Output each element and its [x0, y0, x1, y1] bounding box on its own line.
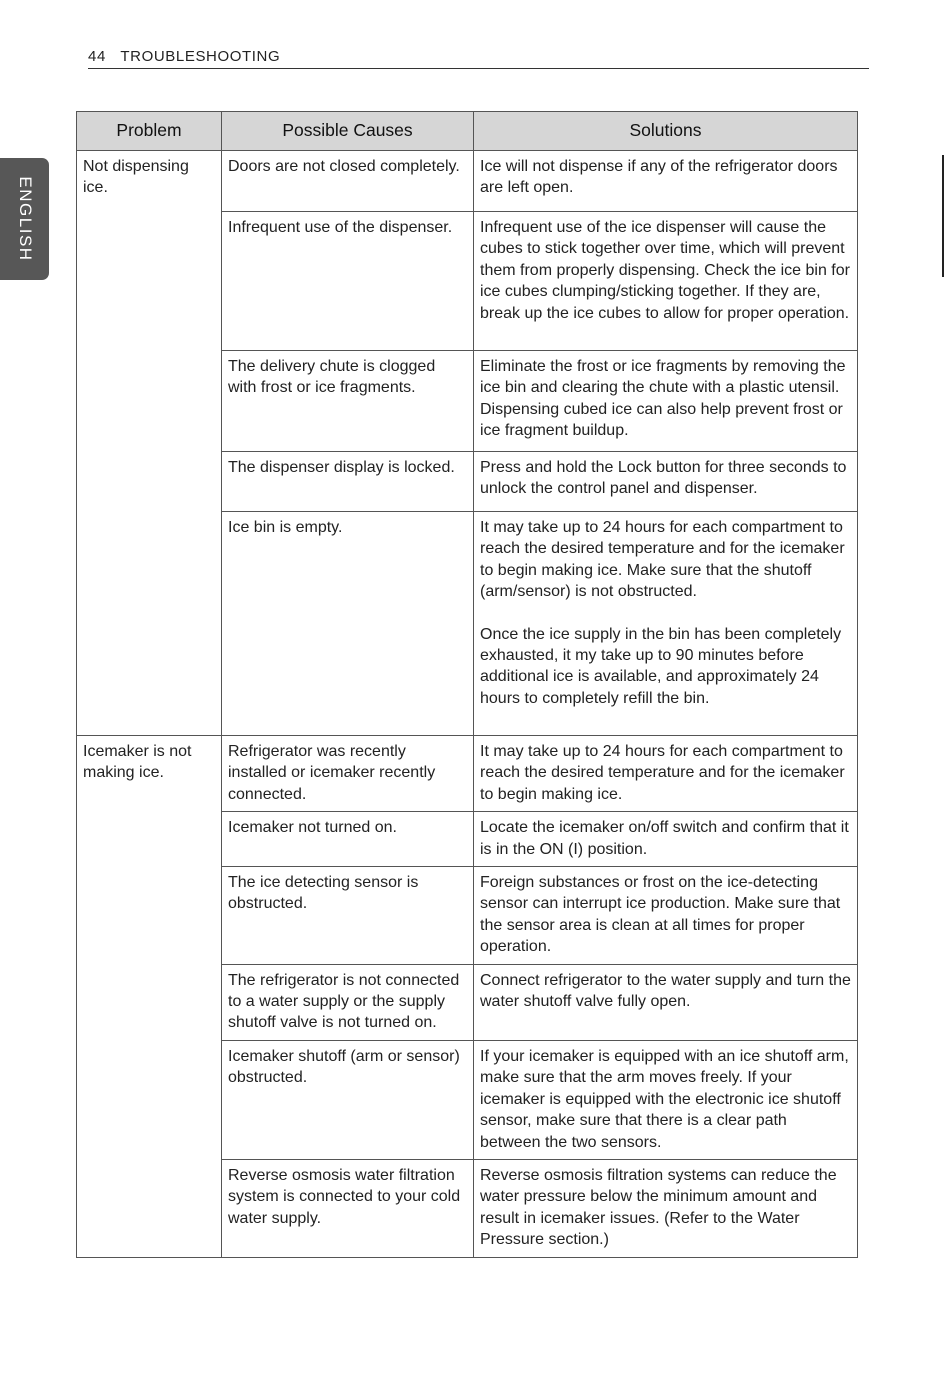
table-row — [77, 151, 858, 212]
solution-cell: It may take up to 24 hours for each compartment to reach the desired temperature and for the icemaker to begin making ice. — [474, 736, 858, 812]
solution-cell: Locate the icemaker on/off switch and confirm that it is in the ON (I) position. — [474, 812, 858, 867]
header-possible-causes: Possible Causes — [222, 112, 474, 151]
solution-paragraph: It may take up to 24 hours for each compartment to reach the desired temperature and for the icemaker to begin making ice. Make sure that the shutoff (arm/sensor) is not obstructed. — [480, 519, 845, 601]
cause-cell: The refrigerator is not connected to a water supply or the supply shutoff valve is not turned on. — [222, 964, 474, 1040]
language-tab-label: ENGLISH — [15, 176, 35, 262]
header-problem: Problem — [77, 112, 222, 151]
cause-cell: The ice detecting sensor is obstructed. — [222, 867, 474, 965]
solution-paragraph: Once the ice supply in the bin has been completely exhausted, it my take up to 90 minutes before additional ice is available, and approximately 24 hours to completely refill the bin. — [480, 625, 842, 707]
solution-cell: Connect refrigerator to the water supply and turn the water shutoff valve fully open. — [474, 964, 858, 1040]
header-solutions: Solutions — [474, 112, 858, 151]
solution-cell: Foreign substances or frost on the ice-detecting sensor can interrupt ice production. Make sure that the sensor area is clean at all times for proper operation. — [474, 867, 858, 965]
table-header-row — [77, 112, 858, 151]
solution-cell: Press and hold the Lock button for three seconds to unlock the control panel and dispenser. — [474, 452, 858, 512]
cause-cell: The dispenser display is locked. — [222, 452, 474, 512]
problem-cell: Icemaker is not making ice. — [77, 736, 222, 1258]
table-row — [77, 736, 858, 812]
troubleshooting-table — [76, 111, 858, 1258]
solution-cell: Reverse osmosis filtration systems can reduce the water pressure below the minimum amount and result in icemaker issues. (Refer to the Water Pressure section.) — [474, 1159, 858, 1257]
language-tab — [0, 158, 49, 280]
solution-cell — [474, 512, 858, 736]
page-edge-marker — [942, 155, 944, 277]
cause-cell: Doors are not closed completely. — [222, 151, 474, 212]
solution-cell: Eliminate the frost or ice fragments by removing the ice bin and clearing the chute with a plastic utensil. Dispensing cubed ice can also help prevent frost or ice fragment buildup. — [474, 351, 858, 452]
cause-cell: Infrequent use of the dispenser. — [222, 212, 474, 351]
problem-cell: Not dispensing ice. — [77, 151, 222, 736]
page-number: 44 — [88, 48, 106, 65]
cause-cell: Icemaker shutoff (arm or sensor) obstructed. — [222, 1040, 474, 1159]
cause-cell: Icemaker not turned on. — [222, 812, 474, 867]
solution-cell: Infrequent use of the ice dispenser will cause the cubes to stick together over time, which will prevent them from properly dispensing. Check the ice bin for ice cubes clumping/sticking together. If they are, break up the ice cubes to allow for proper operation. — [474, 212, 858, 351]
cause-cell: Refrigerator was recently installed or icemaker recently connected. — [222, 736, 474, 812]
solution-cell: Ice will not dispense if any of the refrigerator doors are left open. — [474, 151, 858, 212]
cause-cell: Ice bin is empty. — [222, 512, 474, 736]
page-header — [88, 48, 869, 69]
cause-cell: Reverse osmosis water filtration system is connected to your cold water supply. — [222, 1159, 474, 1257]
cause-cell: The delivery chute is clogged with frost or ice fragments. — [222, 351, 474, 452]
section-title: TROUBLESHOOTING — [120, 48, 281, 65]
solution-cell: If your icemaker is equipped with an ice shutoff arm, make sure that the arm moves freely. If your icemaker is equipped with the electronic ice shutoff sensor, make sure that there is a clear path between the two sensors. — [474, 1040, 858, 1159]
